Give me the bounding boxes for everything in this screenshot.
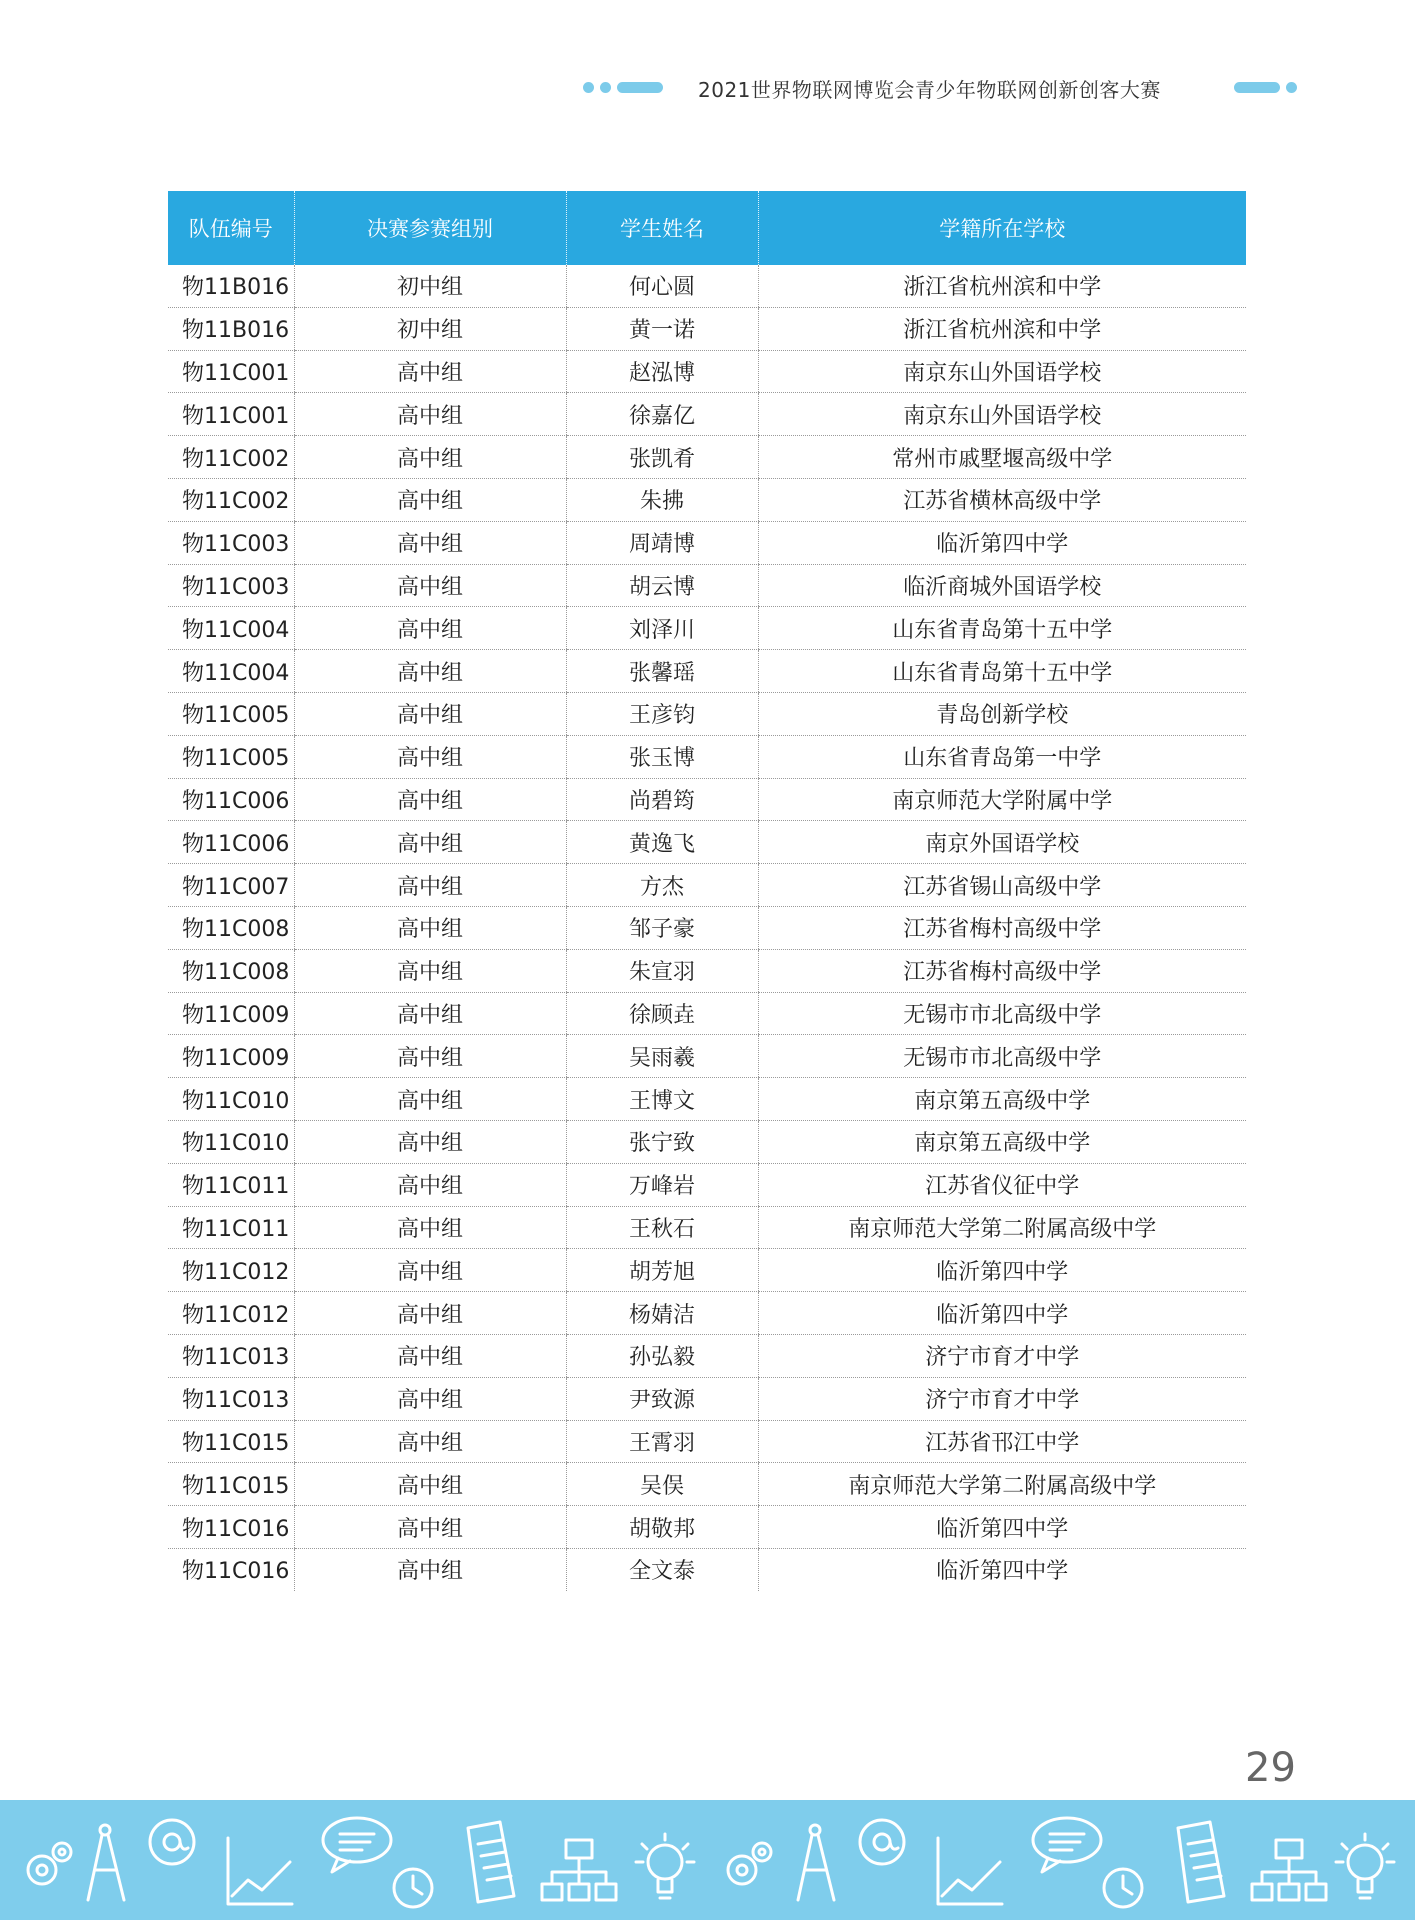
- school-cell: 南京东山外国语学校: [758, 350, 1246, 393]
- school-cell: 临沂第四中学: [758, 1506, 1246, 1549]
- group-cell: 初中组: [294, 265, 566, 307]
- school-cell: 山东省青岛第一中学: [758, 735, 1246, 778]
- document-icon: [468, 1822, 514, 1902]
- school-cell: 南京师范大学附属中学: [758, 778, 1246, 821]
- group-cell: 高中组: [294, 393, 566, 436]
- student-name-cell: 朱宣羽: [566, 949, 758, 992]
- gear-icon: [728, 1843, 771, 1884]
- student-name-cell: 何心圆: [566, 265, 758, 307]
- table-row: [168, 778, 1246, 821]
- group-cell: 高中组: [294, 478, 566, 521]
- group-cell: 高中组: [294, 521, 566, 564]
- group-cell: 高中组: [294, 864, 566, 907]
- table-row: [168, 1163, 1246, 1206]
- table-row: [168, 478, 1246, 521]
- student-name-cell: 王秋石: [566, 1206, 758, 1249]
- page-header: [0, 70, 1415, 106]
- school-cell: 江苏省锡山高级中学: [758, 864, 1246, 907]
- team-id-cell: 物11C005: [168, 735, 294, 778]
- team-id-cell: 物11C010: [168, 1078, 294, 1121]
- group-cell: 高中组: [294, 949, 566, 992]
- group-cell: 高中组: [294, 1206, 566, 1249]
- table-row: [168, 1420, 1246, 1463]
- school-cell: 南京师范大学第二附属高级中学: [758, 1463, 1246, 1506]
- student-name-cell: 杨婧洁: [566, 1292, 758, 1335]
- table-row: [168, 1078, 1246, 1121]
- team-id-cell: 物11C009: [168, 992, 294, 1035]
- school-cell: 青岛创新学校: [758, 692, 1246, 735]
- school-cell: 江苏省仪征中学: [758, 1163, 1246, 1206]
- group-cell: 高中组: [294, 436, 566, 479]
- team-id-cell: 物11C002: [168, 436, 294, 479]
- table-row: [168, 393, 1246, 436]
- group-cell: 高中组: [294, 1163, 566, 1206]
- table-header-row: [168, 191, 1246, 265]
- speech-bubble-icon: [1033, 1818, 1101, 1872]
- column-header-team-id: 队伍编号: [168, 191, 294, 265]
- table-row: [168, 906, 1246, 949]
- at-icon: [150, 1820, 194, 1864]
- table-row: [168, 521, 1246, 564]
- student-name-cell: 王彦钧: [566, 692, 758, 735]
- team-id-cell: 物11C004: [168, 607, 294, 650]
- group-cell: 高中组: [294, 1292, 566, 1335]
- student-name-cell: 徐顾垚: [566, 992, 758, 1035]
- group-cell: 高中组: [294, 564, 566, 607]
- student-name-cell: 孙弘毅: [566, 1334, 758, 1377]
- school-cell: 浙江省杭州滨和中学: [758, 265, 1246, 307]
- team-roster-table: [168, 191, 1246, 1591]
- group-cell: 高中组: [294, 1548, 566, 1590]
- school-cell: 临沂商城外国语学校: [758, 564, 1246, 607]
- table-row: [168, 650, 1246, 693]
- table-row: [168, 1206, 1246, 1249]
- student-name-cell: 张玉博: [566, 735, 758, 778]
- table-row: [168, 949, 1246, 992]
- student-name-cell: 刘泽川: [566, 607, 758, 650]
- team-id-cell: 物11C016: [182, 1559, 290, 1585]
- at-icon: [860, 1820, 904, 1864]
- school-cell: 济宁市育才中学: [758, 1377, 1246, 1420]
- table-row: [168, 307, 1246, 350]
- speech-bubble-icon: [323, 1818, 391, 1872]
- table-row: [168, 1548, 1246, 1590]
- team-id-cell: 物11C008: [168, 906, 294, 949]
- student-name-cell: 吴雨羲: [566, 1035, 758, 1078]
- group-cell: 高中组: [294, 1506, 566, 1549]
- table-row: [168, 821, 1246, 864]
- table-row: [168, 607, 1246, 650]
- table-row: [168, 1377, 1246, 1420]
- student-name-cell: 王博文: [566, 1078, 758, 1121]
- school-cell: 江苏省梅村高级中学: [758, 949, 1246, 992]
- team-id-cell: 物11C004: [168, 650, 294, 693]
- compass-icon: [798, 1825, 834, 1900]
- school-cell: 无锡市市北高级中学: [758, 1035, 1246, 1078]
- student-name-cell: 张凯肴: [566, 436, 758, 479]
- team-id-cell: 物11C005: [168, 692, 294, 735]
- group-cell: 高中组: [294, 607, 566, 650]
- school-cell: 山东省青岛第十五中学: [758, 650, 1246, 693]
- team-id-cell: 物11B016: [168, 265, 294, 307]
- school-cell: 浙江省杭州滨和中学: [758, 307, 1246, 350]
- school-cell: 无锡市市北高级中学: [758, 992, 1246, 1035]
- student-name-cell: 王霄羽: [566, 1420, 758, 1463]
- student-name-cell: 方杰: [566, 864, 758, 907]
- group-cell: 高中组: [294, 1035, 566, 1078]
- school-cell: 江苏省邗江中学: [758, 1420, 1246, 1463]
- team-id-cell: 物11C003: [168, 521, 294, 564]
- team-id-cell: 物11C013: [168, 1377, 294, 1420]
- group-cell: 高中组: [294, 1078, 566, 1121]
- header-decoration-right: [1234, 82, 1297, 93]
- group-cell: 高中组: [294, 992, 566, 1035]
- team-id-cell: 物11C001: [168, 350, 294, 393]
- student-name-cell: 张馨瑶: [566, 650, 758, 693]
- group-cell: 高中组: [294, 1463, 566, 1506]
- team-id-cell: 物11C002: [168, 478, 294, 521]
- student-name-cell: 黄一诺: [566, 307, 758, 350]
- table-row: [168, 350, 1246, 393]
- group-cell: 高中组: [294, 778, 566, 821]
- student-name-cell: 黄逸飞: [566, 821, 758, 864]
- table-row: [168, 864, 1246, 907]
- flowchart-icon: [1252, 1840, 1326, 1900]
- student-name-cell: 周靖博: [566, 521, 758, 564]
- table-row: [168, 564, 1246, 607]
- group-cell: 高中组: [294, 692, 566, 735]
- clock-icon: [1104, 1869, 1142, 1907]
- lightbulb-icon: [636, 1834, 694, 1898]
- team-id-cell: 物11C016: [168, 1506, 294, 1549]
- team-id-cell: 物11C003: [168, 564, 294, 607]
- student-name-cell: 尹致源: [566, 1377, 758, 1420]
- table-row: [168, 1292, 1246, 1335]
- student-name-cell: 尚碧筠: [566, 778, 758, 821]
- page-number: 29: [1245, 1745, 1296, 1791]
- table-row: [168, 735, 1246, 778]
- team-id-cell: 物11C011: [168, 1163, 294, 1206]
- group-cell: 高中组: [294, 1120, 566, 1163]
- clock-icon: [394, 1869, 432, 1907]
- table-body: [168, 265, 1246, 1591]
- team-id-cell: 物11C011: [168, 1206, 294, 1249]
- school-cell: 临沂第四中学: [758, 1548, 1246, 1590]
- student-name-cell: 朱拂: [566, 478, 758, 521]
- group-cell: 高中组: [294, 350, 566, 393]
- compass-icon: [88, 1825, 124, 1900]
- group-cell: 高中组: [294, 1377, 566, 1420]
- team-id-cell: 物11C006: [168, 778, 294, 821]
- group-cell: 高中组: [294, 906, 566, 949]
- school-cell: 南京第五高级中学: [758, 1120, 1246, 1163]
- student-name-cell: 张宁致: [566, 1120, 758, 1163]
- table-row: [168, 1463, 1246, 1506]
- gear-icon: [28, 1843, 71, 1884]
- team-id-cell: 物11C007: [168, 864, 294, 907]
- school-cell: 临沂第四中学: [758, 1249, 1246, 1292]
- footer-decoration: [0, 1800, 1415, 1920]
- student-name-cell: 胡云博: [566, 564, 758, 607]
- student-name-cell: 胡敬邦: [566, 1506, 758, 1549]
- school-cell: 山东省青岛第十五中学: [758, 607, 1246, 650]
- student-name-cell: 邹子豪: [566, 906, 758, 949]
- school-cell: 江苏省横林高级中学: [758, 478, 1246, 521]
- team-id-cell: 物11C009: [168, 1035, 294, 1078]
- column-header-school: 学籍所在学校: [758, 191, 1246, 265]
- table-row: [168, 1334, 1246, 1377]
- chart-icon: [938, 1838, 1002, 1904]
- school-cell: 常州市戚墅堰高级中学: [758, 436, 1246, 479]
- student-name-cell: 全文泰: [566, 1548, 758, 1590]
- school-cell: 南京东山外国语学校: [758, 393, 1246, 436]
- school-cell: 南京第五高级中学: [758, 1078, 1246, 1121]
- student-name-cell: 徐嘉亿: [566, 393, 758, 436]
- team-id-cell: 物11C012: [168, 1292, 294, 1335]
- group-cell: 高中组: [294, 1420, 566, 1463]
- table-row: [168, 1035, 1246, 1078]
- school-cell: 南京外国语学校: [758, 821, 1246, 864]
- group-cell: 高中组: [294, 1334, 566, 1377]
- team-id-cell: 物11B016: [168, 307, 294, 350]
- document-icon: [1178, 1822, 1224, 1902]
- group-cell: 初中组: [294, 307, 566, 350]
- team-id-cell: 物11C013: [168, 1334, 294, 1377]
- table-row: [168, 436, 1246, 479]
- school-cell: 临沂第四中学: [758, 521, 1246, 564]
- group-cell: 高中组: [294, 1249, 566, 1292]
- table-row: [168, 692, 1246, 735]
- student-name-cell: 万峰岩: [566, 1163, 758, 1206]
- team-id-cell: 物11C006: [168, 821, 294, 864]
- team-id-cell: 物11C015: [168, 1420, 294, 1463]
- team-id-cell: 物11C008: [168, 949, 294, 992]
- table-row: [168, 265, 1246, 307]
- group-cell: 高中组: [294, 821, 566, 864]
- school-cell: 南京师范大学第二附属高级中学: [758, 1206, 1246, 1249]
- column-header-group: 决赛参赛组别: [294, 191, 566, 265]
- footer-banner: [0, 1800, 1415, 1920]
- chart-icon: [228, 1838, 292, 1904]
- column-header-student-name: 学生姓名: [566, 191, 758, 265]
- team-id-cell: 物11C001: [168, 393, 294, 436]
- school-cell: 济宁市育才中学: [758, 1334, 1246, 1377]
- table-row: [168, 1120, 1246, 1163]
- team-id-cell: 物11C012: [168, 1249, 294, 1292]
- student-name-cell: 吴俣: [566, 1463, 758, 1506]
- group-cell: 高中组: [294, 735, 566, 778]
- table-row: [168, 1506, 1246, 1549]
- student-name-cell: 赵泓博: [566, 350, 758, 393]
- header-title: 2021世界物联网博览会青少年物联网创新创客大赛: [698, 78, 1161, 102]
- table-row: [168, 1249, 1246, 1292]
- lightbulb-icon: [1336, 1834, 1394, 1898]
- group-cell: 高中组: [294, 650, 566, 693]
- school-cell: 临沂第四中学: [758, 1292, 1246, 1335]
- school-cell: 江苏省梅村高级中学: [758, 906, 1246, 949]
- team-id-cell: 物11C015: [168, 1463, 294, 1506]
- table-row: [168, 992, 1246, 1035]
- student-name-cell: 胡芳旭: [566, 1249, 758, 1292]
- team-id-cell: 物11C010: [168, 1120, 294, 1163]
- header-decoration-left: [583, 82, 663, 93]
- flowchart-icon: [542, 1840, 616, 1900]
